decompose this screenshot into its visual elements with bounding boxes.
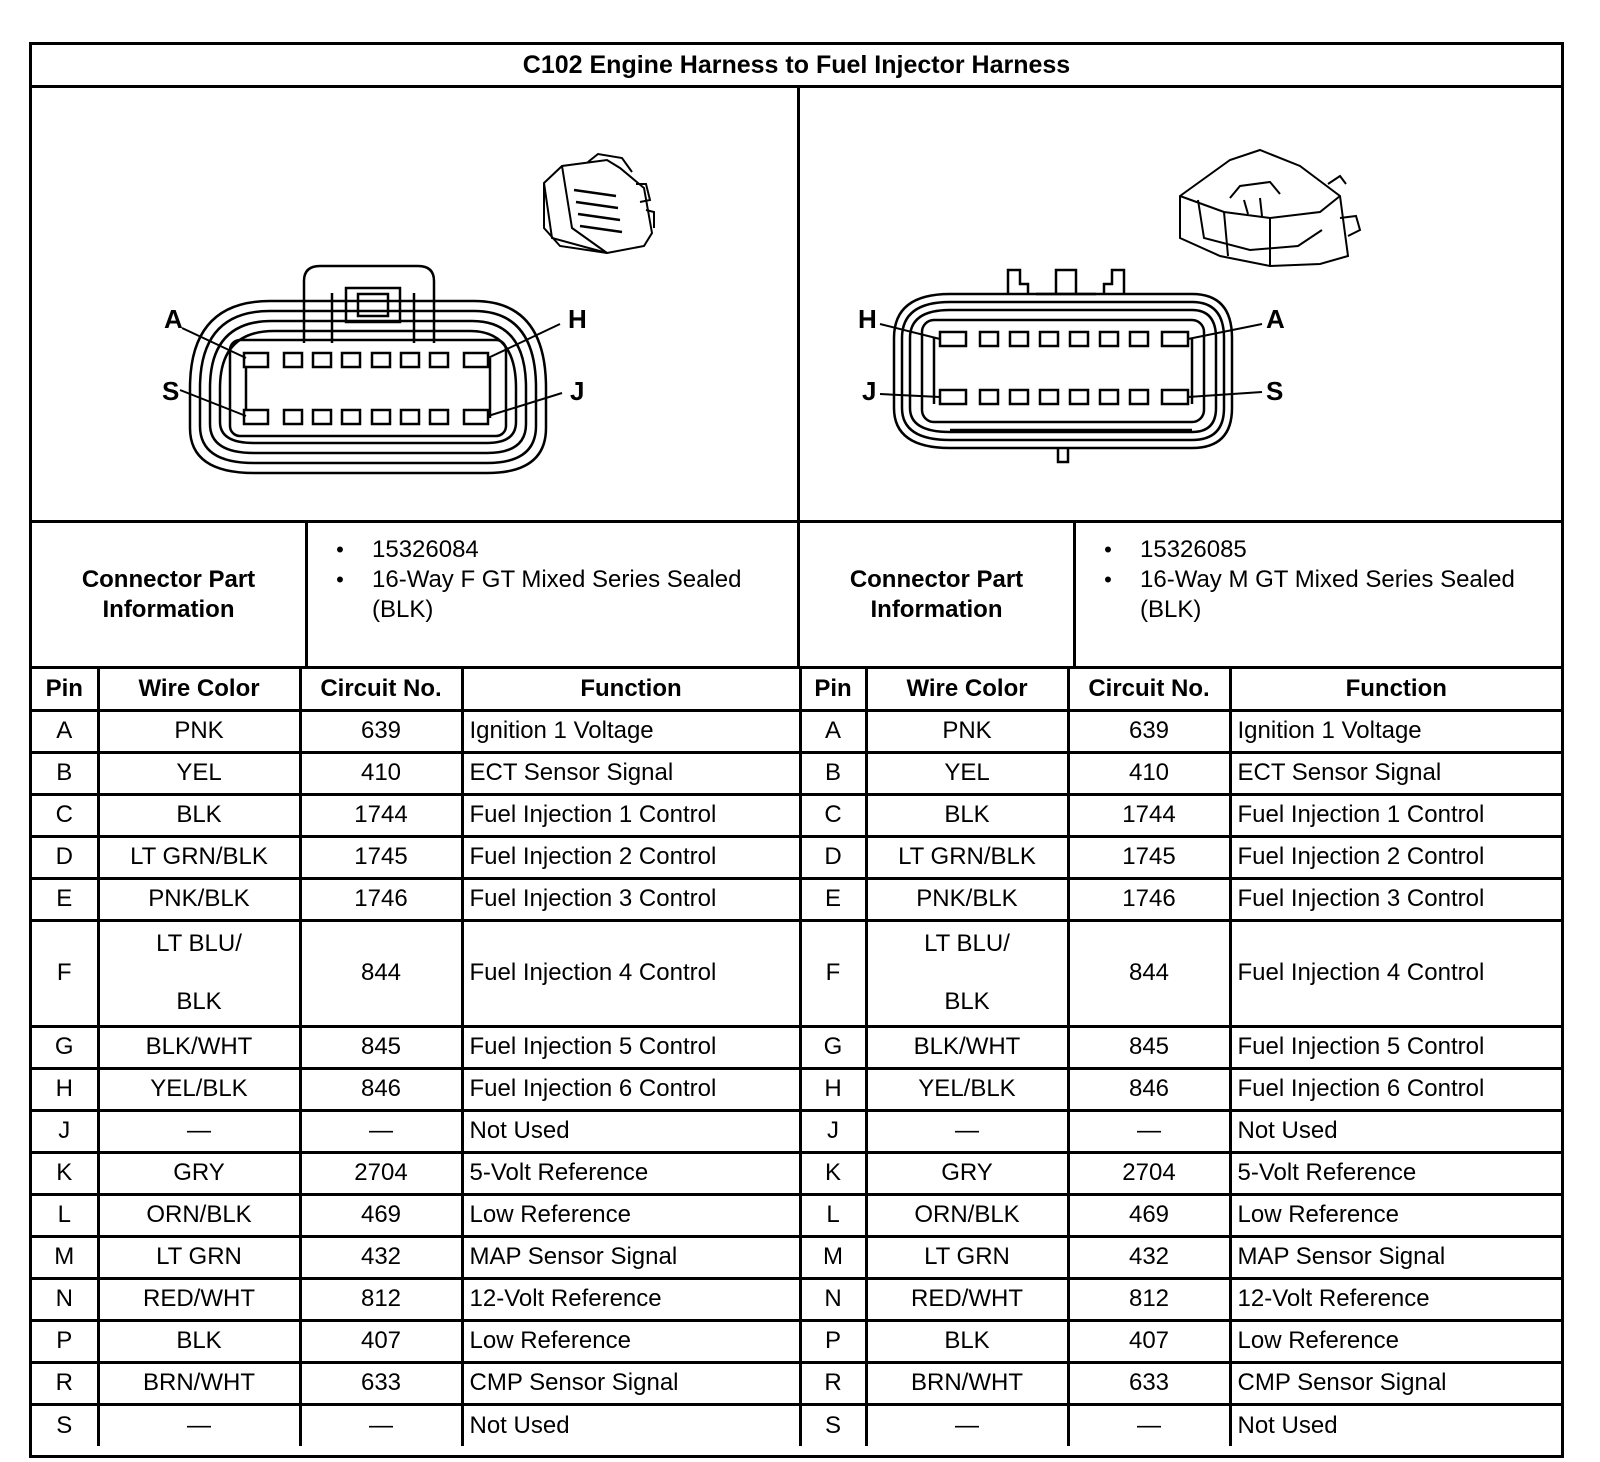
circuit-cell: —	[1068, 1404, 1230, 1446]
pin-cell: G	[32, 1026, 98, 1068]
wire-color-cell: PNK	[866, 710, 1068, 752]
function-cell: 12-Volt Reference	[462, 1278, 800, 1320]
female-connector-thumbnail	[544, 154, 654, 253]
table-row	[32, 794, 1561, 836]
circuit-cell: 1744	[1068, 794, 1230, 836]
table-row	[32, 836, 1561, 878]
female-connector-face	[190, 266, 546, 473]
function-cell: Ignition 1 Voltage	[462, 710, 800, 752]
female-connector-drawing	[32, 88, 800, 520]
pin-cell: F	[800, 920, 866, 1026]
table-row	[32, 1068, 1561, 1110]
function-cell: Not Used	[1230, 1404, 1561, 1446]
header-wire-color: Wire Color	[866, 669, 1068, 710]
pin-cell: J	[800, 1110, 866, 1152]
wire-color-cell: RED/WHT	[866, 1278, 1068, 1320]
wire-color-cell: BLK	[866, 794, 1068, 836]
circuit-cell: 469	[300, 1194, 462, 1236]
header-circuit-no: Circuit No.	[1068, 669, 1230, 710]
pin-cell: C	[32, 794, 98, 836]
right-info-list	[1076, 523, 1561, 666]
pin-cell: B	[32, 752, 98, 794]
wire-color-cell: YEL/BLK	[98, 1068, 300, 1110]
circuit-cell: 469	[1068, 1194, 1230, 1236]
male-connector-face	[894, 270, 1232, 462]
wire-color-cell: ORN/BLK	[866, 1194, 1068, 1236]
function-cell: Fuel Injection 4 Control	[1230, 920, 1561, 1026]
circuit-cell: 639	[300, 710, 462, 752]
circuit-cell: 2704	[1068, 1152, 1230, 1194]
right-info-label-line2: Information	[870, 595, 1003, 623]
function-cell: 12-Volt Reference	[1230, 1278, 1561, 1320]
left-info-label	[32, 523, 308, 666]
wire-color-cell: BRN/WHT	[866, 1362, 1068, 1404]
circuit-cell: 1746	[300, 878, 462, 920]
circuit-cell: 633	[300, 1362, 462, 1404]
page-title: C102 Engine Harness to Fuel Injector Harness	[32, 45, 1561, 88]
function-cell: 5-Volt Reference	[462, 1152, 800, 1194]
pin-cell: N	[32, 1278, 98, 1320]
connector-part-info	[32, 523, 1561, 669]
table-row	[32, 710, 1561, 752]
function-cell: 5-Volt Reference	[1230, 1152, 1561, 1194]
function-cell: ECT Sensor Signal	[462, 752, 800, 794]
circuit-cell: 407	[1068, 1320, 1230, 1362]
wire-color-cell: PNK/BLK	[866, 878, 1068, 920]
function-cell: Fuel Injection 3 Control	[1230, 878, 1561, 920]
male-pin-label-top-left: H	[858, 304, 877, 334]
circuit-cell: 844	[1068, 920, 1230, 1026]
circuit-cell: —	[300, 1404, 462, 1446]
table-row	[32, 1404, 1561, 1446]
function-cell: Not Used	[462, 1404, 800, 1446]
circuit-cell: 1745	[1068, 836, 1230, 878]
female-pin-label-top-right: H	[568, 304, 587, 334]
function-cell: Fuel Injection 2 Control	[462, 836, 800, 878]
circuit-cell: 639	[1068, 710, 1230, 752]
left-info-list	[308, 523, 800, 666]
pin-cell: M	[32, 1236, 98, 1278]
table-row	[32, 1362, 1561, 1404]
pin-cell: A	[800, 710, 866, 752]
circuit-cell: 1745	[300, 836, 462, 878]
pin-cell: E	[32, 878, 98, 920]
circuit-cell: —	[300, 1110, 462, 1152]
circuit-cell: 1746	[1068, 878, 1230, 920]
male-connector-drawing	[800, 88, 1561, 520]
bullet-icon: •	[336, 567, 344, 592]
function-cell: Fuel Injection 1 Control	[462, 794, 800, 836]
function-cell: Fuel Injection 6 Control	[1230, 1068, 1561, 1110]
right-part-description: 16-Way M GT Mixed Series Sealed (BLK)	[1140, 566, 1515, 623]
left-info-label-line2: Information	[102, 595, 235, 623]
wire-color-line1: LT BLU/	[924, 930, 1010, 957]
wire-color-cell	[98, 920, 300, 1026]
wire-color-cell: BLK	[866, 1320, 1068, 1362]
circuit-cell: 844	[300, 920, 462, 1026]
table-row	[32, 1278, 1561, 1320]
male-connector-panel	[800, 88, 1561, 520]
table-row	[32, 1320, 1561, 1362]
bullet-icon: •	[1104, 567, 1112, 592]
male-pin-label-top-right: A	[1266, 304, 1285, 334]
pin-cell: P	[32, 1320, 98, 1362]
table-row	[32, 1152, 1561, 1194]
right-info-item	[1076, 565, 1561, 625]
function-cell: Fuel Injection 2 Control	[1230, 836, 1561, 878]
table-row	[32, 1110, 1561, 1152]
pin-cell: J	[32, 1110, 98, 1152]
wire-color-cell: YEL	[98, 752, 300, 794]
wire-color-cell: LT GRN	[866, 1236, 1068, 1278]
female-pin-label-top-left: A	[164, 304, 183, 334]
wire-color-cell: —	[866, 1404, 1068, 1446]
circuit-cell: 845	[300, 1026, 462, 1068]
pin-cell: B	[800, 752, 866, 794]
header-pin: Pin	[32, 669, 98, 710]
function-cell: Fuel Injection 6 Control	[462, 1068, 800, 1110]
circuit-cell: 432	[1068, 1236, 1230, 1278]
pin-cell: R	[32, 1362, 98, 1404]
circuit-cell: 410	[300, 752, 462, 794]
pin-cell: P	[800, 1320, 866, 1362]
circuit-cell: 2704	[300, 1152, 462, 1194]
wire-color-cell: BLK/WHT	[98, 1026, 300, 1068]
left-info-item	[308, 565, 797, 625]
header-wire-color: Wire Color	[98, 669, 300, 710]
function-cell: Low Reference	[462, 1320, 800, 1362]
wire-color-line1: LT BLU/	[156, 930, 242, 957]
left-info-item	[308, 535, 797, 565]
pin-cell: A	[32, 710, 98, 752]
right-info-label-line1: Connector Part	[849, 565, 1024, 593]
pinout-table	[32, 669, 1561, 1446]
wire-color-cell: ORN/BLK	[98, 1194, 300, 1236]
male-pin-label-bottom-right: S	[1266, 376, 1284, 406]
function-cell: Not Used	[1230, 1110, 1561, 1152]
circuit-cell: 846	[300, 1068, 462, 1110]
female-pin-label-bottom-right: J	[570, 376, 585, 406]
circuit-cell: 812	[1068, 1278, 1230, 1320]
pin-cell: H	[32, 1068, 98, 1110]
pin-cell: R	[800, 1362, 866, 1404]
wire-color-cell: LT GRN/BLK	[866, 836, 1068, 878]
circuit-cell: 812	[300, 1278, 462, 1320]
circuit-cell: 633	[1068, 1362, 1230, 1404]
wire-color-cell: BLK	[98, 794, 300, 836]
function-cell: Fuel Injection 4 Control	[462, 920, 800, 1026]
circuit-cell: 846	[1068, 1068, 1230, 1110]
wire-color-cell: —	[98, 1110, 300, 1152]
right-info-item	[1076, 535, 1561, 565]
pin-cell: M	[800, 1236, 866, 1278]
pin-cell: C	[800, 794, 866, 836]
bullet-icon: •	[1104, 537, 1112, 562]
pin-cell: K	[32, 1152, 98, 1194]
wire-color-line2: BLK	[176, 988, 222, 1015]
pin-cell: L	[800, 1194, 866, 1236]
circuit-cell: 1744	[300, 794, 462, 836]
function-cell: ECT Sensor Signal	[1230, 752, 1561, 794]
header-function: Function	[462, 669, 800, 710]
table-row	[32, 920, 1561, 1026]
wire-color-cell: —	[866, 1110, 1068, 1152]
pin-cell: L	[32, 1194, 98, 1236]
connector-diagrams	[32, 88, 1561, 523]
function-cell: Ignition 1 Voltage	[1230, 710, 1561, 752]
connector-sheet	[29, 42, 1564, 1458]
function-cell: Low Reference	[1230, 1194, 1561, 1236]
function-cell: Fuel Injection 5 Control	[1230, 1026, 1561, 1068]
wire-color-cell: LT GRN/BLK	[98, 836, 300, 878]
function-cell: CMP Sensor Signal	[1230, 1362, 1561, 1404]
right-part-number: 15326085	[1140, 536, 1247, 563]
female-terminal-row-top	[244, 353, 488, 367]
wire-color-cell: GRY	[98, 1152, 300, 1194]
table-row	[32, 1194, 1561, 1236]
pin-cell: D	[32, 836, 98, 878]
table-row	[32, 1236, 1561, 1278]
right-info-label	[800, 523, 1076, 666]
wire-color-cell: PNK/BLK	[98, 878, 300, 920]
function-cell: CMP Sensor Signal	[462, 1362, 800, 1404]
wire-color-cell: BRN/WHT	[98, 1362, 300, 1404]
wire-color-cell	[866, 920, 1068, 1026]
wire-color-cell: BLK	[98, 1320, 300, 1362]
function-cell: Low Reference	[1230, 1320, 1561, 1362]
male-connector-thumbnail	[1180, 150, 1360, 266]
pin-cell: N	[800, 1278, 866, 1320]
pin-cell: F	[32, 920, 98, 1026]
wire-color-cell: PNK	[98, 710, 300, 752]
function-cell: Fuel Injection 1 Control	[1230, 794, 1561, 836]
circuit-cell: 407	[300, 1320, 462, 1362]
function-cell: MAP Sensor Signal	[1230, 1236, 1561, 1278]
wire-color-line2: BLK	[944, 988, 990, 1015]
pin-cell: S	[32, 1404, 98, 1446]
wire-color-cell: —	[98, 1404, 300, 1446]
table-row	[32, 752, 1561, 794]
function-cell: Low Reference	[462, 1194, 800, 1236]
table-row	[32, 878, 1561, 920]
female-connector-panel	[32, 88, 800, 520]
function-cell: Fuel Injection 3 Control	[462, 878, 800, 920]
function-cell: Not Used	[462, 1110, 800, 1152]
wire-color-cell: YEL	[866, 752, 1068, 794]
left-info-label-line1: Connector Part	[81, 565, 256, 593]
circuit-cell: 410	[1068, 752, 1230, 794]
table-row	[32, 1026, 1561, 1068]
wire-color-cell: RED/WHT	[98, 1278, 300, 1320]
header-circuit-no: Circuit No.	[300, 669, 462, 710]
male-terminal-row-top	[940, 332, 1188, 346]
header-function: Function	[1230, 669, 1561, 710]
male-pin-label-bottom-left: J	[862, 376, 877, 406]
table-header-row	[32, 669, 1561, 710]
circuit-cell: 845	[1068, 1026, 1230, 1068]
male-terminal-row-bottom	[940, 390, 1188, 404]
female-terminal-row-bottom	[244, 410, 488, 424]
female-pin-leaders	[180, 324, 562, 416]
function-cell: MAP Sensor Signal	[462, 1236, 800, 1278]
left-part-description: 16-Way F GT Mixed Series Sealed (BLK)	[372, 566, 742, 623]
wire-color-cell: YEL/BLK	[866, 1068, 1068, 1110]
bullet-icon: •	[336, 537, 344, 562]
pin-cell: K	[800, 1152, 866, 1194]
function-cell: Fuel Injection 5 Control	[462, 1026, 800, 1068]
pin-cell: D	[800, 836, 866, 878]
wire-color-cell: BLK/WHT	[866, 1026, 1068, 1068]
circuit-cell: —	[1068, 1110, 1230, 1152]
wire-color-cell: LT GRN	[98, 1236, 300, 1278]
wire-color-cell: GRY	[866, 1152, 1068, 1194]
female-pin-label-bottom-left: S	[162, 376, 180, 406]
circuit-cell: 432	[300, 1236, 462, 1278]
pin-cell: H	[800, 1068, 866, 1110]
pin-cell: G	[800, 1026, 866, 1068]
header-pin: Pin	[800, 669, 866, 710]
pin-cell: S	[800, 1404, 866, 1446]
pin-cell: E	[800, 878, 866, 920]
left-part-number: 15326084	[372, 536, 479, 563]
